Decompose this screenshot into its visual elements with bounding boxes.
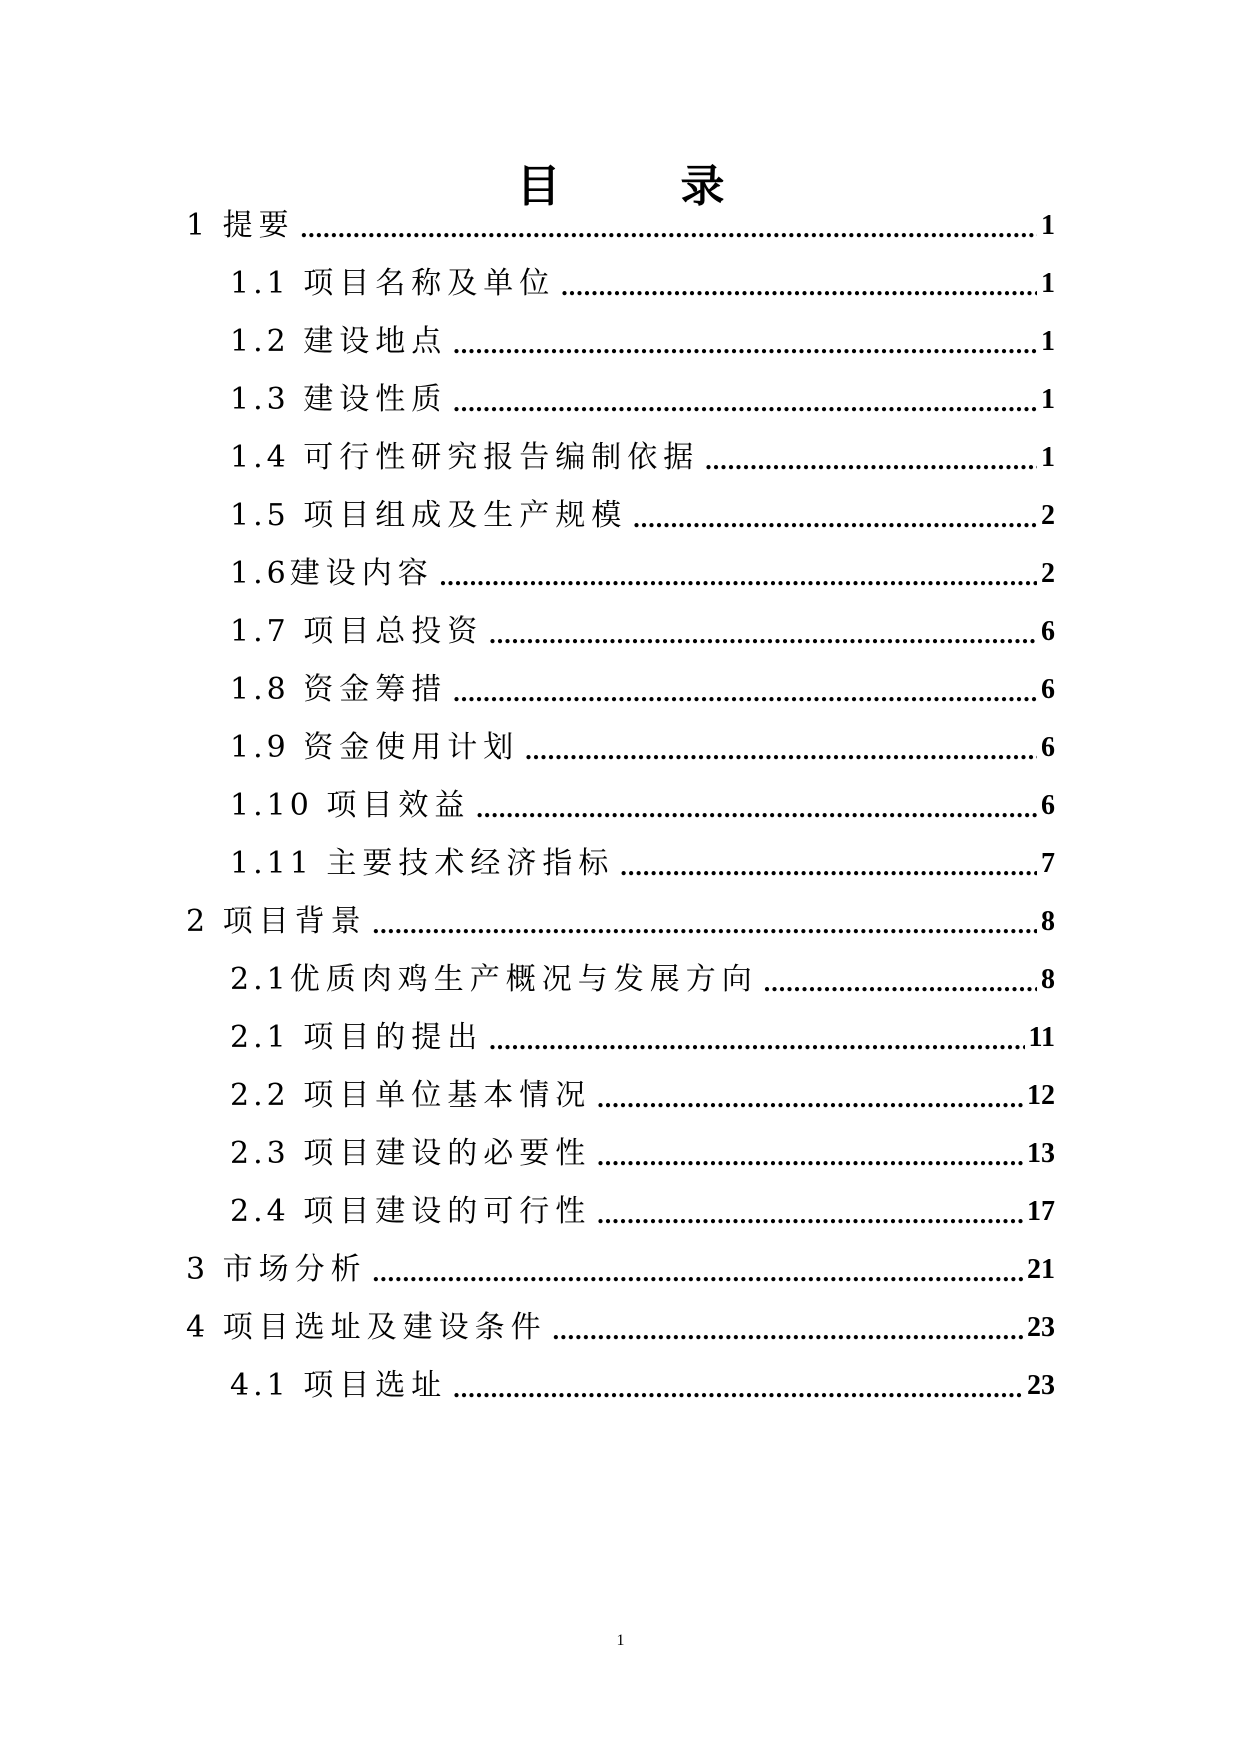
toc-entry-number: 1.8 (230, 672, 304, 707)
toc-entry-number: 4 (186, 1310, 223, 1345)
toc-dot-leader (301, 214, 1037, 244)
toc-entry-number: 1.6 (230, 556, 290, 591)
toc-entry-page-number: 6 (1041, 674, 1055, 705)
toc-entry-page-number: 21 (1027, 1254, 1055, 1285)
toc-title-char-2: 录 (680, 161, 725, 212)
toc-entry[interactable] (230, 662, 1055, 708)
toc-entry[interactable] (230, 836, 1055, 882)
toc-entry-page-number: 6 (1041, 732, 1055, 763)
toc-entry-number: 4.1 (230, 1368, 304, 1403)
toc-entry[interactable] (230, 546, 1055, 592)
toc-entry-number: 1.9 (230, 730, 304, 765)
toc-entry-number: 1.10 (230, 788, 327, 823)
toc-dot-leader (705, 446, 1037, 476)
toc-entry-number: 1.1 (230, 266, 304, 301)
toc-entry-number: 2.1 (230, 1020, 304, 1055)
toc-entry-label: 项目背景 (222, 904, 367, 939)
toc-entry-number: 3 (186, 1252, 223, 1287)
toc-entry[interactable] (230, 256, 1055, 302)
toc-dot-leader (489, 1026, 1024, 1056)
toc-entry-label: 主要技术经济指标 (326, 846, 615, 881)
toc-entry-number: 1.5 (230, 498, 304, 533)
toc-entry[interactable] (230, 1126, 1055, 1172)
toc-entry[interactable] (230, 314, 1055, 360)
toc-dot-leader (633, 504, 1037, 534)
toc-entry-label: 项目组成及生产规模 (303, 498, 628, 533)
toc-dot-leader (620, 852, 1037, 882)
toc-dot-leader (597, 1142, 1023, 1172)
toc-entry-page-number: 6 (1041, 616, 1055, 647)
toc-entry-label: 项目选址 (303, 1368, 448, 1403)
toc-entry-page-number: 13 (1027, 1138, 1055, 1169)
toc-entry-page-number: 2 (1041, 500, 1055, 531)
toc-entry-page-number: 6 (1041, 790, 1055, 821)
toc-dot-leader (373, 1258, 1023, 1288)
toc-entry-label: 项目选址及建设条件 (222, 1310, 547, 1345)
page-number: 1 (616, 1632, 625, 1649)
toc-dot-leader (764, 968, 1037, 998)
toc-entry-number: 2.2 (230, 1078, 304, 1113)
toc-entry[interactable] (230, 488, 1055, 534)
toc-entry-label: 提要 (222, 208, 295, 243)
toc-entry[interactable] (186, 1300, 1055, 1346)
toc-entry-label: 项目名称及单位 (303, 266, 556, 301)
toc-entry[interactable] (186, 1242, 1055, 1288)
toc-dot-leader (453, 388, 1037, 418)
toc-entry-page-number: 23 (1027, 1312, 1055, 1343)
toc-entry-page-number: 2 (1041, 558, 1055, 589)
toc-entry-label: 资金使用计划 (303, 730, 520, 765)
toc-title-char-1: 目 (516, 161, 561, 212)
toc-entry-label: 项目建设的可行性 (303, 1194, 592, 1229)
toc-dot-leader (453, 1374, 1023, 1404)
toc-dot-leader (561, 272, 1037, 302)
toc-entry-page-number: 17 (1027, 1196, 1055, 1227)
toc-entry-number: 1 (186, 208, 223, 243)
toc-entry-label: 可行性研究报告编制依据 (303, 440, 700, 475)
toc-entry-label: 项目建设的必要性 (303, 1136, 592, 1171)
toc-entry-page-number: 8 (1041, 906, 1055, 937)
toc-entry-number: 2.4 (230, 1194, 304, 1229)
toc-dot-leader (553, 1316, 1023, 1346)
toc-entry[interactable] (230, 430, 1055, 476)
toc-entry-page-number: 23 (1027, 1370, 1055, 1401)
toc-entry[interactable] (230, 372, 1055, 418)
toc-entry-number: 2 (186, 904, 223, 939)
toc-dot-leader (597, 1084, 1023, 1114)
toc-dot-leader (373, 910, 1037, 940)
toc-entry-page-number: 12 (1027, 1080, 1055, 1111)
toc-entry-number: 2.1 (230, 962, 290, 997)
toc-entry-page-number: 8 (1041, 964, 1055, 995)
toc-entry[interactable] (230, 604, 1055, 650)
toc-entry-label: 建设内容 (289, 556, 434, 591)
toc-entry[interactable] (230, 720, 1055, 766)
toc-dot-leader (597, 1200, 1023, 1230)
toc-entry-label: 项目效益 (326, 788, 471, 823)
toc-entry-label: 项目总投资 (303, 614, 484, 649)
toc-entry-page-number: 1 (1041, 326, 1055, 357)
toc-entry-label: 项目的提出 (303, 1020, 484, 1055)
toc-entry[interactable] (230, 1184, 1055, 1230)
toc-entry-number: 1.2 (230, 324, 304, 359)
toc-entry-number: 2.3 (230, 1136, 304, 1171)
toc-entry-page-number: 1 (1041, 268, 1055, 299)
toc-entry-page-number: 1 (1041, 442, 1055, 473)
toc-entry-label: 资金筹措 (303, 672, 448, 707)
toc-entry[interactable] (230, 1068, 1055, 1114)
toc-entry-label: 优质肉鸡生产概况与发展方向 (289, 962, 758, 997)
toc-entry[interactable] (186, 198, 1055, 244)
toc-entry[interactable] (186, 894, 1055, 940)
toc-entry-page-number: 1 (1041, 384, 1055, 415)
toc-entry-label: 市场分析 (222, 1252, 367, 1287)
toc-entry-label: 建设性质 (303, 382, 448, 417)
toc-dot-leader (525, 736, 1037, 766)
toc-dot-leader (453, 678, 1037, 708)
toc-dot-leader (453, 330, 1037, 360)
toc-entry-label: 项目单位基本情况 (303, 1078, 592, 1113)
toc-entry-number: 1.11 (230, 846, 327, 881)
toc-entry[interactable] (230, 1358, 1055, 1404)
toc-entry-page-number: 11 (1028, 1022, 1055, 1053)
toc-entry[interactable] (230, 1010, 1055, 1056)
toc-entry[interactable] (230, 952, 1055, 998)
toc-dot-leader (476, 794, 1037, 824)
toc-entry-page-number: 7 (1041, 848, 1055, 879)
toc-entry-label: 建设地点 (303, 324, 448, 359)
toc-entry[interactable] (230, 778, 1055, 824)
toc-entry-number: 1.7 (230, 614, 304, 649)
toc-entry-number: 1.3 (230, 382, 304, 417)
toc-entry-number: 1.4 (230, 440, 304, 475)
toc-dot-leader (489, 620, 1037, 650)
toc-dot-leader (440, 562, 1037, 592)
toc-entry-page-number: 1 (1041, 210, 1055, 241)
